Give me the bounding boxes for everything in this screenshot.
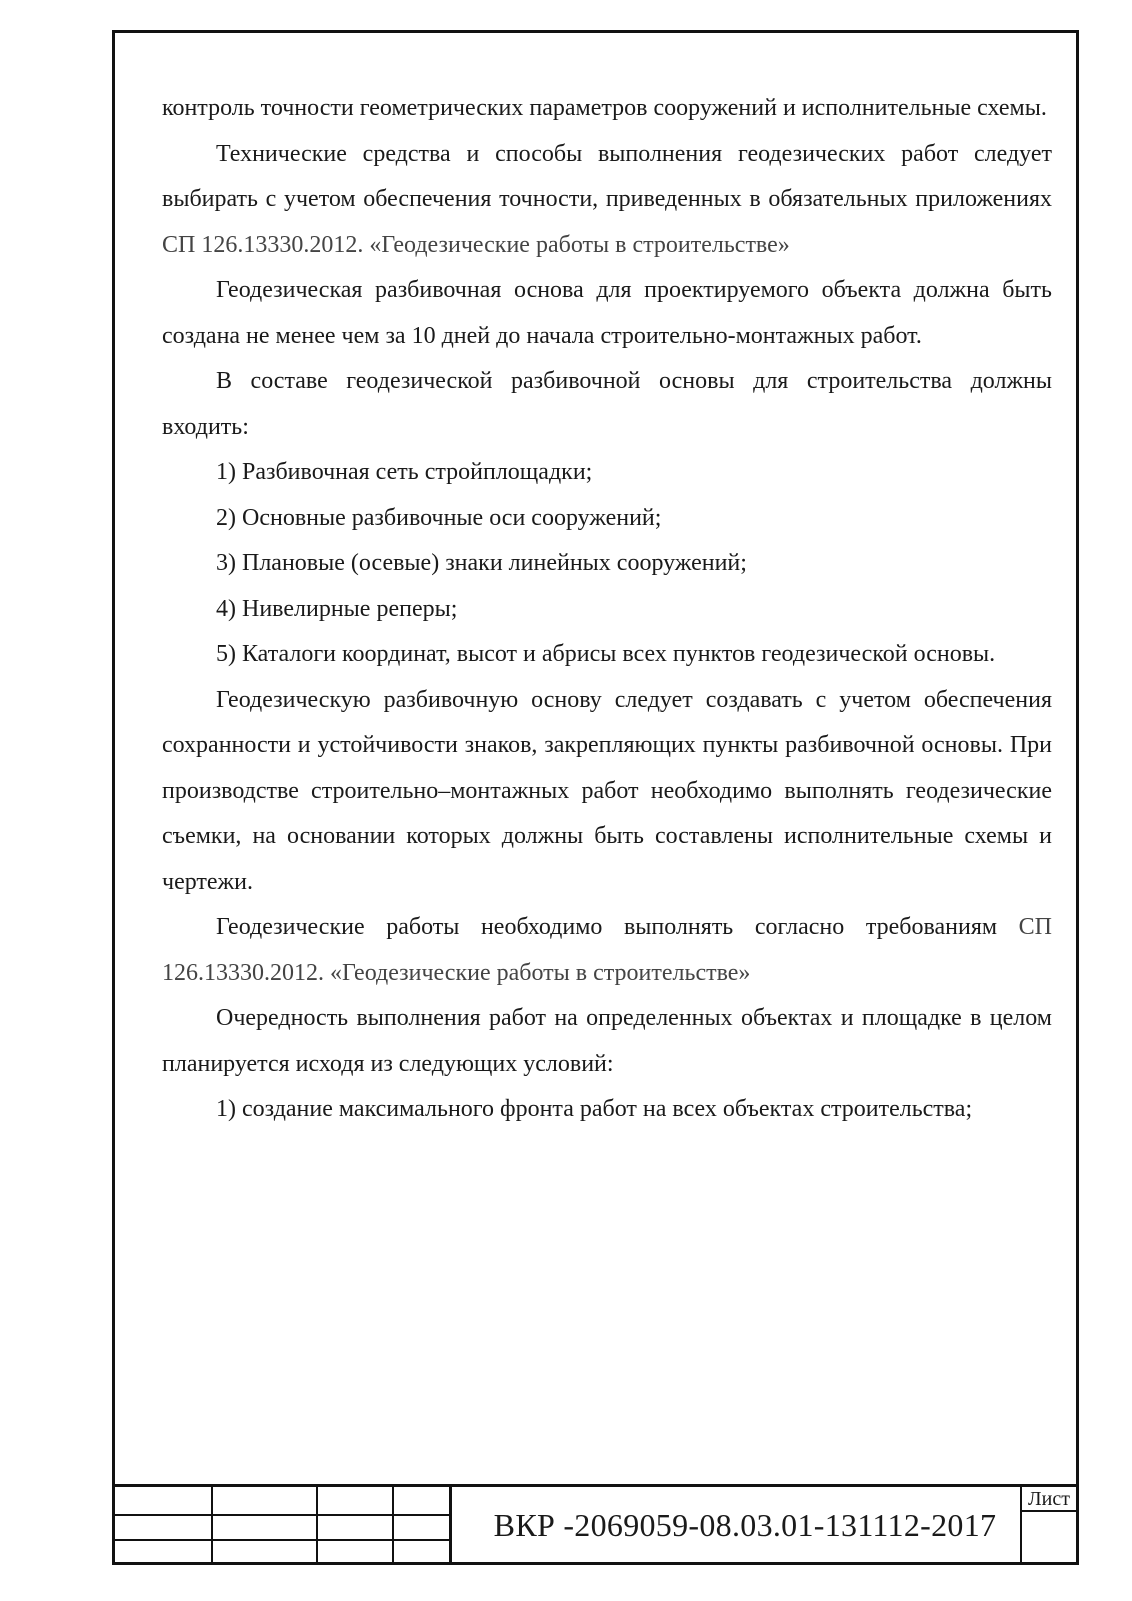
stamp-col-line-4 <box>449 1484 452 1565</box>
list-item-6: 1) создание максимального фронта работ на всех объектах строительства; <box>216 1096 973 1122</box>
paragraph-3: Геодезическая разбивочная основа для проектируемого объекта должна быть создана не менее чем за 10 дней до начала строительно-монтажных работ. <box>162 277 1052 349</box>
paragraph-6-text: Геодезические работы необходимо выполнять согласно требованиям <box>216 914 998 940</box>
list-item-4: 4) Нивелирные реперы; <box>216 595 458 622</box>
paragraph-5: Геодезическую разбивочную основу следует создавать с учетом обеспечения сохранности и устойчивости знаков, закрепляющих пункты разбивочной основы. При производстве строительно–монтажных работ необходимо выполнять геодезические съемки, на основании которых должны быть составлены исполнительные схемы и чертежи. <box>162 686 1052 895</box>
document-code: ВКР -2069059-08.03.01-131112-2017 <box>493 1507 997 1543</box>
list-item-2: 2) Основные разбивочные оси сооружений; <box>216 504 662 531</box>
stamp-row-line-1 <box>112 1514 450 1516</box>
paragraph-2 <box>162 132 1052 269</box>
paragraph-6 <box>162 905 1052 996</box>
list-item-5: 5) Каталоги координат, высот и абрисы всех пунктов геодезической основы. <box>216 641 996 667</box>
list-item-3: 3) Плановые (осевые) знаки линейных сооружений; <box>216 550 747 576</box>
stamp-row-line-2 <box>112 1539 450 1541</box>
stamp-col-line-3 <box>392 1484 394 1565</box>
document-body <box>162 86 1052 1133</box>
paragraph-1: контроль точности геометрических параметров сооружений и исполнительные схемы. <box>162 95 1047 121</box>
sp-reference-2: СП 126.13330.2012. «Геодезические работы в строительстве» <box>162 914 1052 986</box>
stamp-col-line-1 <box>211 1484 213 1565</box>
sheet-label: Лист <box>1028 1488 1070 1510</box>
stamp-top-line <box>112 1484 1079 1487</box>
paragraph-7: Очередность выполнения работ на определенных объектах и площадке в целом планируется исходя из следующих условий: <box>162 1005 1052 1077</box>
stamp-col-line-2 <box>316 1484 318 1565</box>
paragraph-4: В составе геодезической разбивочной основы для строительства должны входить: <box>162 368 1052 440</box>
paragraph-2-text: Технические средства и способы выполнения геодезических работ следует выбирать с учетом обеспечения точности, приведенных в обязательных приложениях <box>162 140 1052 212</box>
list-item-1: 1) Разбивочная сеть стройплощадки; <box>216 459 593 485</box>
sp-reference-1: СП 126.13330.2012. «Геодезические работы в строительстве» <box>162 231 790 258</box>
